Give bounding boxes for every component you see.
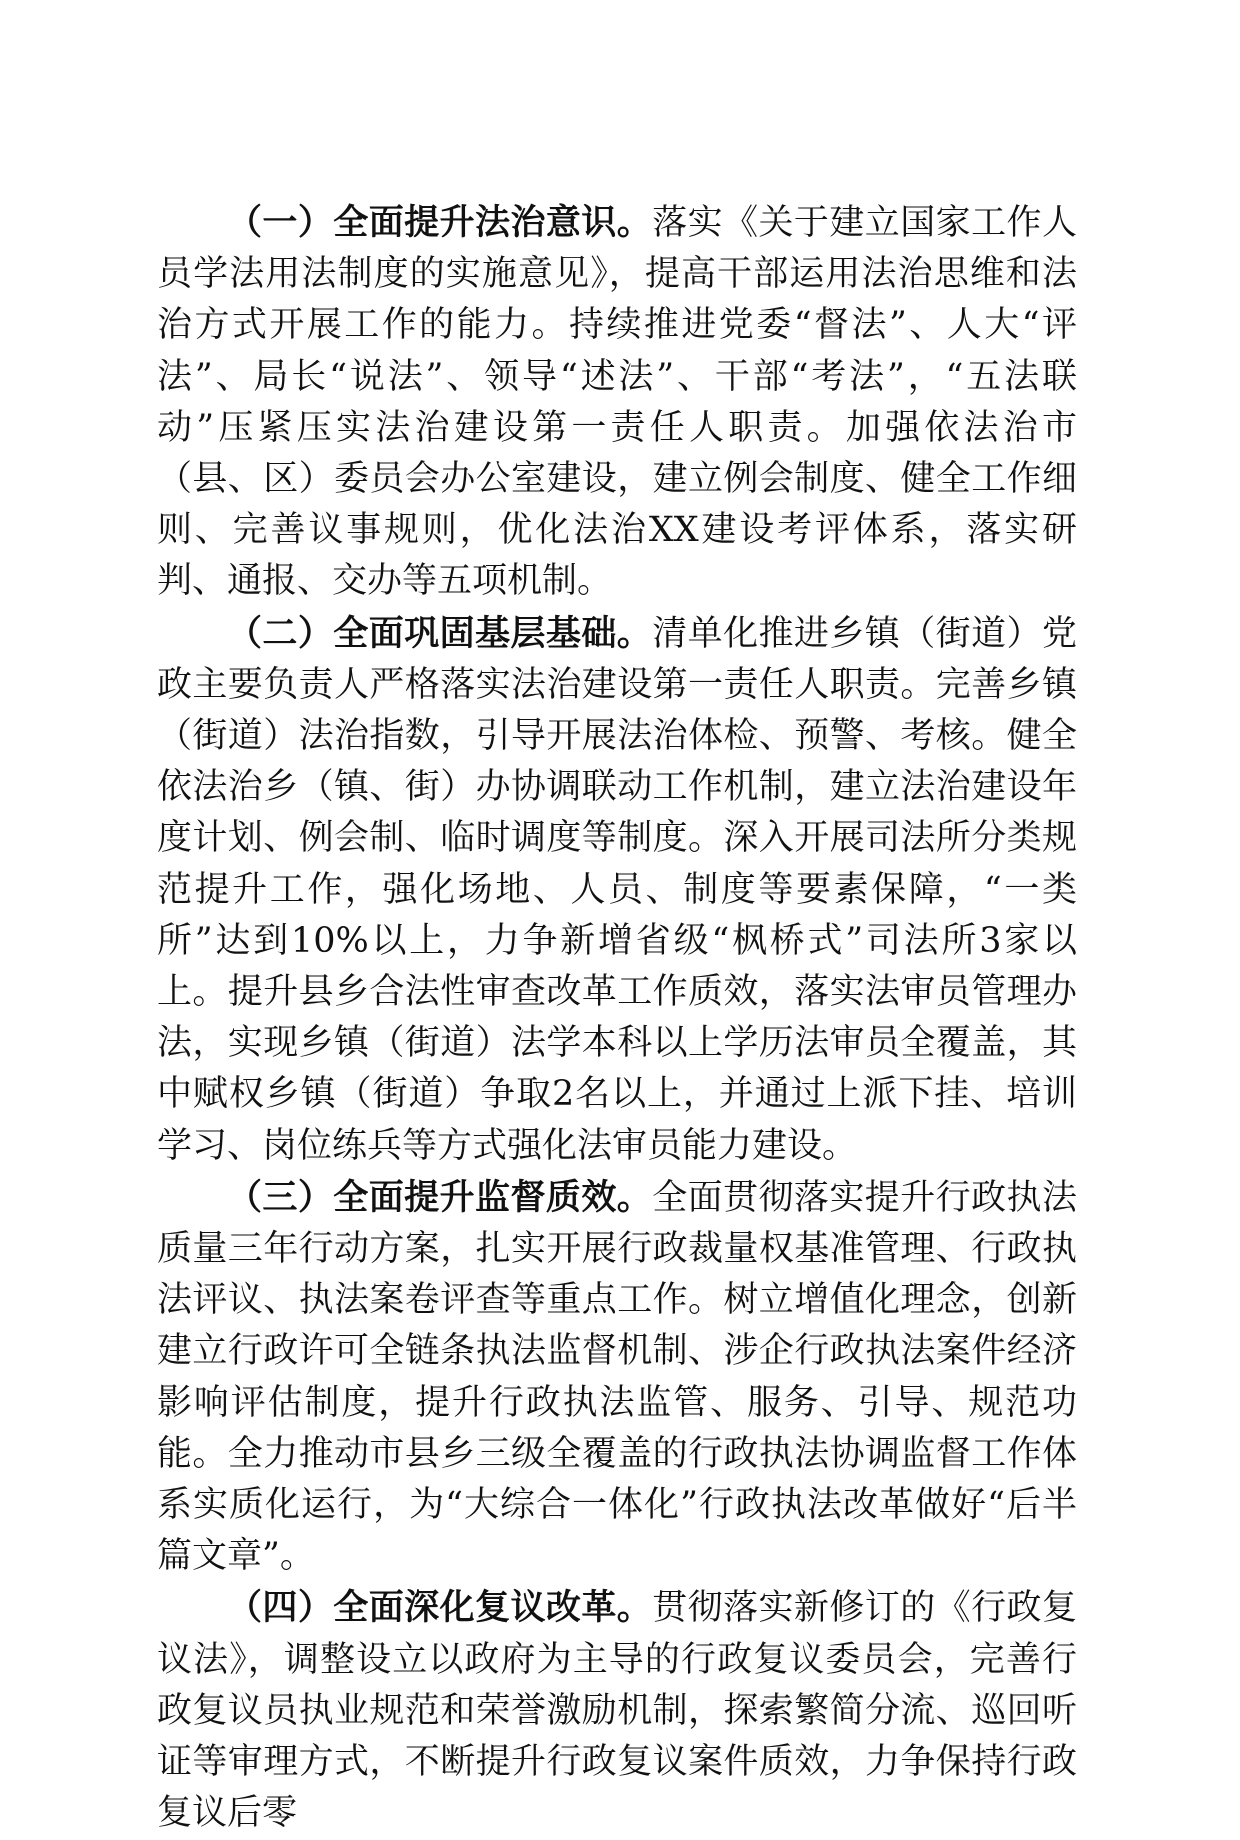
paragraph-2-text: 清单化推进乡镇（街道）党政主要负责人严格落实法治建设第一责任人职责。完善乡镇（街道）法治指数，引导开展法治体检、预警、考核。健全依法治乡（镇、街）办协调联动工作机制，建立法治建设年度计划、例会制、临时调度等制度。深入开展司法所分类规范提升工作，强化场地、人员、制度等要素保障，“一类所”达到10%以上，力争新增省级“枫桥式”司法所3家以上。提升县乡合法性审查改革工作质效，落实法审员管理办法，实现乡镇（街道）法学本科以上学历法审员全覆盖，其中赋权乡镇（街道）争取2名以上，并通过上派下挂、培训学习、岗位练兵等方式强化法审员能力建设。 <box>157 613 1077 1166</box>
paragraph-1-text: 落实《关于建立国家工作人员学法用法制度的实施意见》，提高干部运用法治思维和法治方式开展工作的能力。持续推进党委“督法”、人大“评法”、局长“说法”、领导“述法”、干部“考法”，“五法联动”压紧压实法治建设第一责任人职责。加强依法治市（县、区）委员会办公室建设，建立例会制度、健全工作细则、完善议事规则，优化法治XX建设考评体系，落实研判、通报、交办等五项机制。 <box>157 203 1077 602</box>
paragraph-1 <box>157 197 1077 608</box>
paragraph-2 <box>157 608 1077 1172</box>
document-body <box>157 197 1077 1840</box>
paragraph-4-text: 贯彻落实新修订的《行政复议法》，调整设立以政府为主导的行政复议委员会，完善行政复议员执业规范和荣誉激励机制，探索繁简分流、巡回听证等审理方式，不断提升行政复议案件质效，力争保持行政复议后零 <box>157 1588 1077 1834</box>
paragraph-1-heading: （一）全面提升法治意识。 <box>227 202 653 243</box>
paragraph-2-heading: （二）全面巩固基层基础。 <box>227 612 653 654</box>
paragraph-3-heading: （三）全面提升监督质效。 <box>227 1176 653 1218</box>
paragraph-3-text: 全面贯彻落实提升行政执法质量三年行动方案，扎实开展行政裁量权基准管理、行政执法评议、执法案卷评查等重点工作。树立增值化理念，创新建立行政许可全链条执法监督机制、涉企行政执法案件经济影响评估制度，提升行政执法监管、服务、引导、规范功能。全力推动市县乡三级全覆盖的行政执法协调监督工作体系实质化运行，为“大综合一体化”行政执法改革做好“后半篇文章”。 <box>157 1177 1077 1577</box>
paragraph-3 <box>157 1172 1077 1583</box>
paragraph-4 <box>157 1582 1077 1839</box>
paragraph-4-heading: （四）全面深化复议改革。 <box>227 1587 653 1629</box>
